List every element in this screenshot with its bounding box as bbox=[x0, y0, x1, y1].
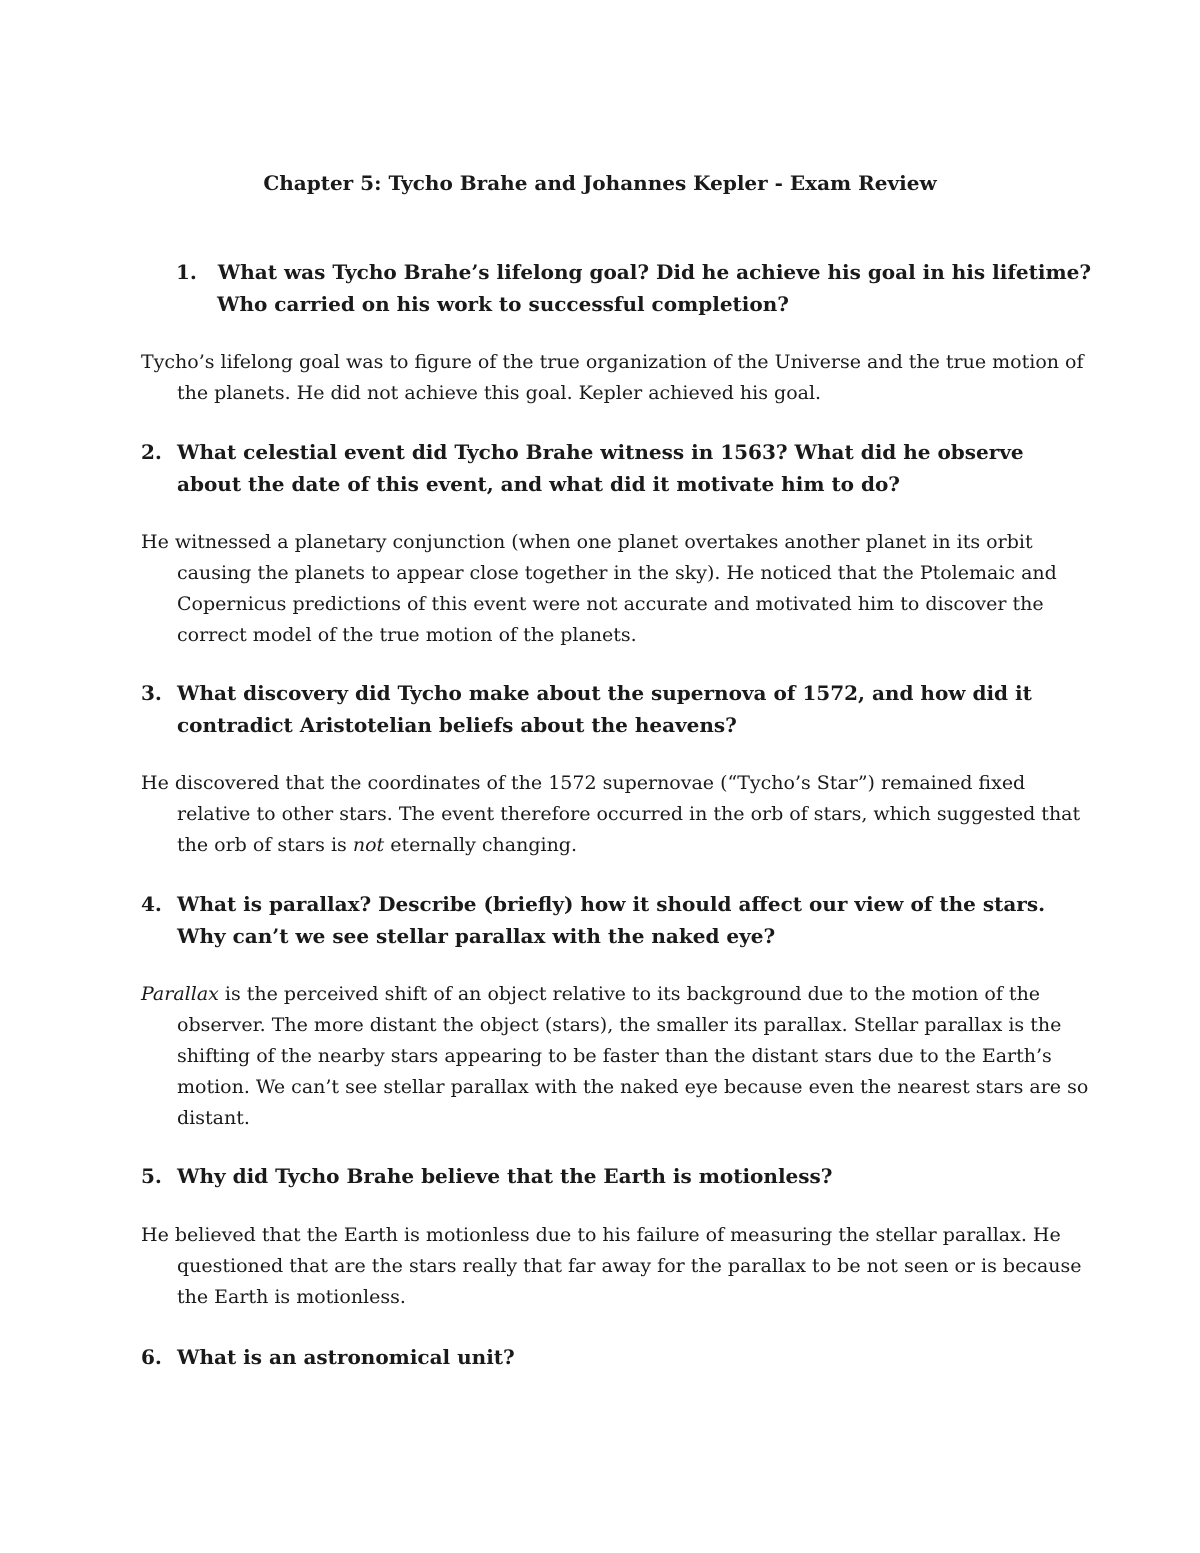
answer-emphasis: not bbox=[352, 834, 385, 856]
question-number: 2. bbox=[141, 440, 162, 464]
question-text: What discovery did Tycho make about the supernova of 1572, and how did it contradict Aristotelian beliefs about the heavens? bbox=[177, 681, 1032, 737]
answer-text: He discovered that the coordinates of the 1572 supernovae (“Tycho’s Star”) remained fixed relative to other stars. The event therefore occurred in the orb of stars, which suggested that the orb of stars is bbox=[141, 772, 1081, 856]
page-title: Chapter 5: Tycho Brahe and Johannes Kepler - Exam Review bbox=[263, 171, 937, 195]
question-text: What is parallax? Describe (briefly) how it should affect our view of the stars. Why can’t we see stellar parallax with the naked eye? bbox=[177, 892, 1046, 948]
question-number: 5. bbox=[141, 1164, 162, 1188]
answer-4 bbox=[141, 979, 1097, 1134]
question-text: What celestial event did Tycho Brahe witness in 1563? What did he observe about the date of this event, and what did it motivate him to do? bbox=[177, 440, 1024, 496]
answer-text-end: eternally changing. bbox=[384, 834, 578, 856]
question-4 bbox=[141, 888, 1071, 952]
question-number: 4. bbox=[141, 892, 162, 916]
question-3 bbox=[141, 677, 1071, 741]
answer-3 bbox=[141, 768, 1097, 861]
answer-emphasis: Parallax bbox=[141, 983, 219, 1005]
question-number: 3. bbox=[141, 681, 162, 705]
question-2 bbox=[141, 436, 1071, 500]
answer-2: He witnessed a planetary conjunction (when one planet overtakes another planet in its orbit causing the planets to appear close together in the sky). He noticed that the Ptolemaic and Copernicus predictions of this event were not accurate and motivated him to discover the correct model of the true motion of the planets. bbox=[141, 531, 1057, 646]
answer-text: is the perceived shift of an object relative to its background due to the motion of the observer. The more distant the object (stars), the smaller its parallax. Stellar parallax is the shifting of the nearby stars appearing to be faster than the distant stars due to the Earth’s motion. We can’t see stellar parallax with the naked eye because even the nearest stars are so distant. bbox=[177, 983, 1089, 1129]
question-number: 6. bbox=[141, 1345, 162, 1369]
question-6 bbox=[141, 1341, 1071, 1373]
question-number: 1. bbox=[176, 260, 197, 284]
question-text: What was Tycho Brahe’s lifelong goal? Did he achieve his goal in his lifetime? Who carried on his work to successful completion? bbox=[217, 260, 1092, 316]
question-text: Why did Tycho Brahe believe that the Earth is motionless? bbox=[177, 1164, 833, 1188]
answer-1: Tycho’s lifelong goal was to figure of the true organization of the Universe and the true motion of the planets. He did not achieve this goal. Kepler achieved his goal. bbox=[141, 351, 1084, 404]
question-5 bbox=[141, 1160, 1071, 1192]
answer-5: He believed that the Earth is motionless due to his failure of measuring the stellar parallax. He questioned that are the stars really that far away for the parallax to be not seen or is because the Earth is motionless. bbox=[141, 1224, 1082, 1308]
question-1 bbox=[176, 256, 1106, 320]
question-text: What is an astronomical unit? bbox=[177, 1345, 515, 1369]
